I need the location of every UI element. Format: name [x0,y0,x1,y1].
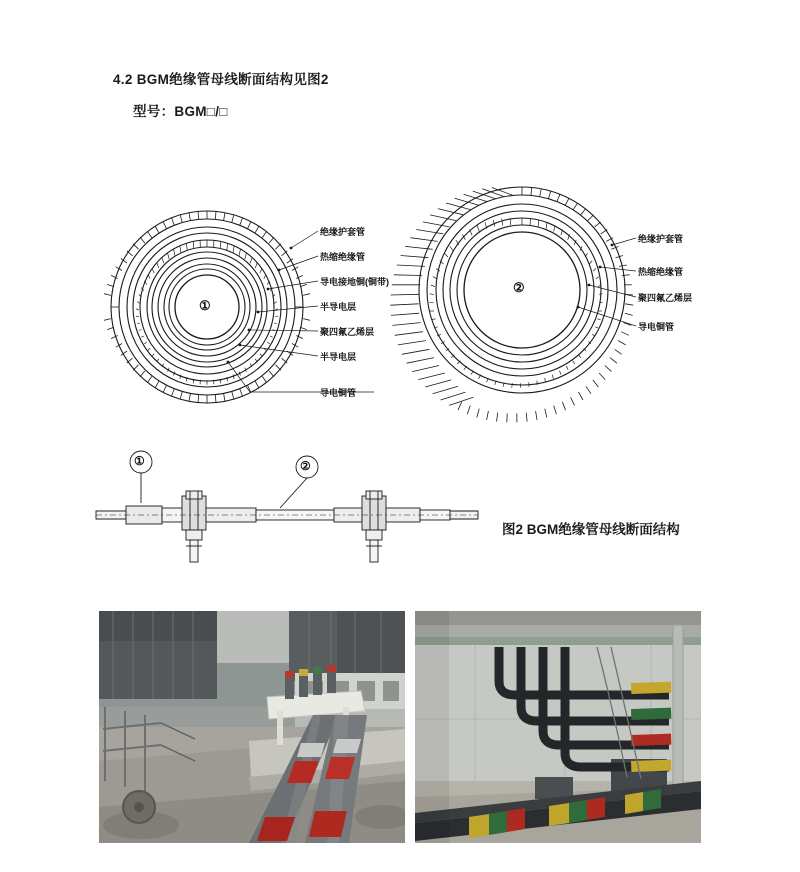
photo-busbar-installation-indoor [415,611,701,843]
label-right-1: 绝缘护套管 [638,234,684,244]
model-line: 型号：BGM□/□ [133,104,228,119]
label-left-7: 导电铜管 [320,388,357,398]
label-left-3: 导电接地铜(铜带) [320,277,389,287]
section-number-right: ② [513,280,525,295]
section-number-left: ① [199,298,211,313]
cross-section-right [390,187,636,422]
assembly-callout-1: ① [134,454,145,468]
label-left-4: 半导电层 [320,302,357,312]
label-right-4: 导电铜管 [638,322,675,332]
label-right-2: 热缩绝缘管 [638,267,684,277]
figure-caption: 图2 BGM绝缘管母线断面结构 [502,522,680,537]
label-left-1: 绝缘护套管 [320,227,366,237]
label-left-5: 聚四氟乙烯层 [320,327,375,337]
label-left-6: 半导电层 [320,352,357,362]
label-right-3: 聚四氟乙烯层 [638,293,693,303]
photo-busbar-installation-outdoor [99,611,405,843]
assembly-elevation [96,451,478,562]
label-left-2: 热缩绝缘管 [320,252,366,262]
section-heading: 4.2 BGM绝缘管母线断面结构见图2 [113,72,329,87]
assembly-callout-2: ② [300,459,311,473]
